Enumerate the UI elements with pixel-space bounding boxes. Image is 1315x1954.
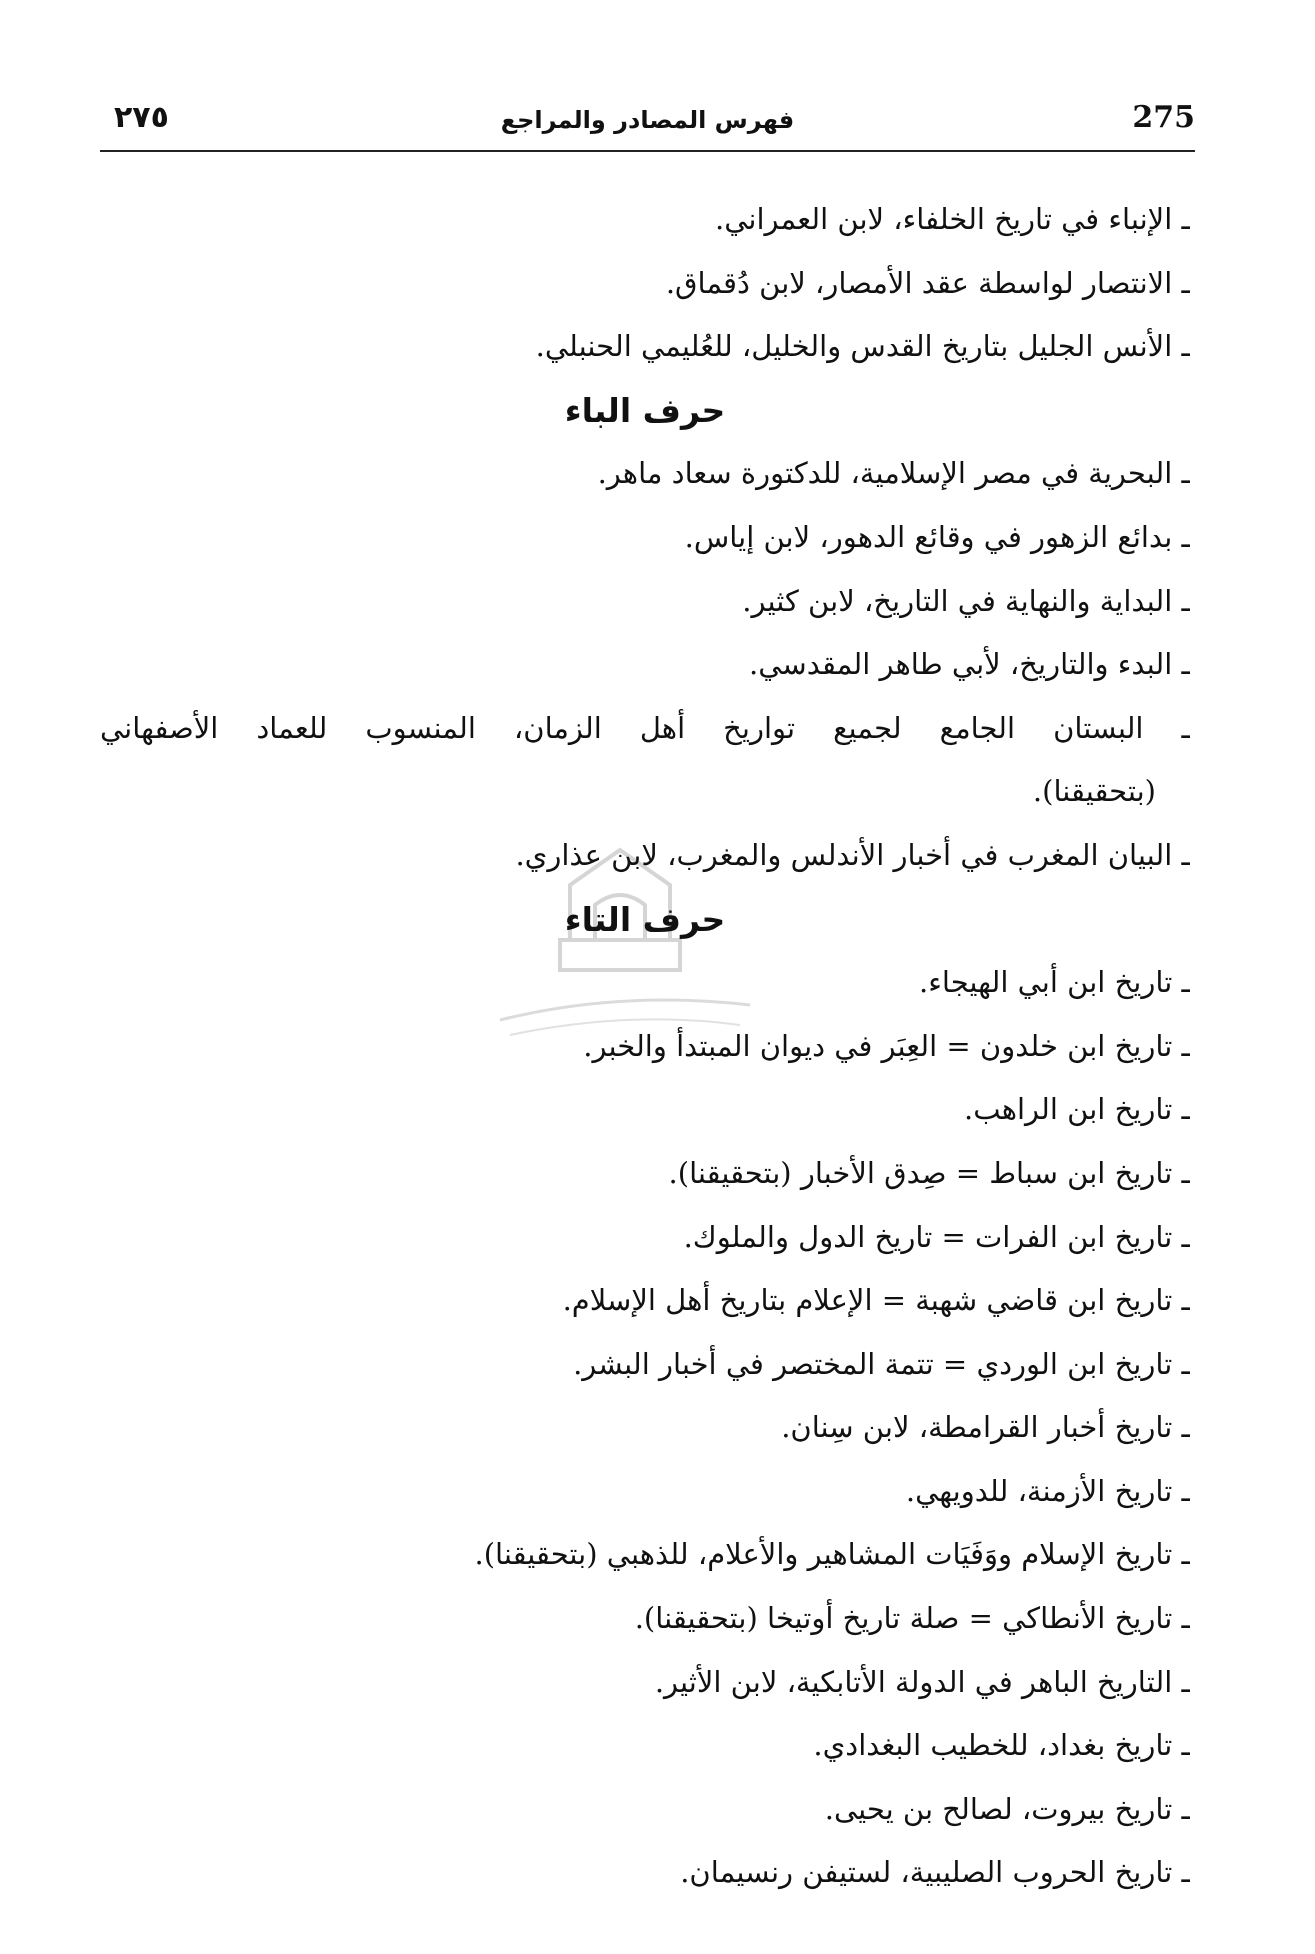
bibliography-entry: ـ الأنس الجليل بتاريخ القدس والخليل، للعُليمي الحنبلي.	[535, 329, 1190, 364]
section-heading: حرف التاء	[564, 899, 726, 939]
running-title: فهرس المصادر والمراجع	[500, 106, 795, 134]
bibliography-entry: ـ تاريخ ابن خلدون = العِبَر في ديوان المبتدأ والخبر.	[583, 1028, 1190, 1063]
bibliography-entry: ـ تاريخ ابن سباط = صِدق الأخبار (بتحقيقنا).	[668, 1155, 1190, 1190]
bibliography-entry: ـ بدائع الزهور في وقائع الدهور، لابن إياس.	[684, 519, 1190, 554]
bibliography-entry: ـ الإنباء في تاريخ الخلفاء، لابن العمراني.	[714, 202, 1190, 236]
header-rule	[100, 150, 1195, 152]
bibliography-entry: ـ تاريخ ابن الفرات = تاريخ الدول والملوك.	[683, 1219, 1190, 1254]
bibliography-entry: ـ تاريخ الإسلام ووَفَيَات المشاهير والأعلام، للذهبي (بتحقيقنا).	[474, 1537, 1190, 1572]
bibliography-list	[100, 188, 1190, 1905]
bibliography-entry: ـ البيان المغرب في أخبار الأندلس والمغرب، لابن عذاري.	[515, 837, 1190, 872]
bibliography-entry: ـ البداية والنهاية في التاريخ، لابن كثير.	[742, 583, 1190, 618]
bibliography-entry: ـ البحرية في مصر الإسلامية، للدكتورة سعاد ماهر.	[597, 456, 1190, 491]
page-number-arabic: ٢٧٥	[114, 100, 169, 135]
bibliography-entry: ـ تاريخ بيروت، لصالح بن يحيى.	[824, 1791, 1190, 1826]
page-number-latin: 275	[1132, 100, 1195, 135]
section-heading: حرف الباء	[564, 390, 726, 430]
bibliography-entry: ـ تاريخ ابن قاضي شهبة = الإعلام بتاريخ أهل الإسلام.	[562, 1283, 1190, 1318]
bibliography-entry: ـ تاريخ الحروب الصليبية، لستيفن رنسيمان.	[680, 1855, 1190, 1890]
bibliography-entry: ـ تاريخ الأنطاكي = صلة تاريخ أوتيخا (بتحقيقنا).	[634, 1601, 1190, 1636]
bibliography-entry-continuation: (بتحقيقنا).	[1032, 774, 1156, 809]
page-header	[100, 100, 1195, 144]
bibliography-entry: ـ تاريخ ابن الراهب.	[964, 1092, 1190, 1127]
bibliography-entry: ـ تاريخ ابن أبي الهيجاء.	[919, 965, 1190, 1000]
bibliography-entry: ـ تاريخ بغداد، للخطيب البغدادي.	[813, 1728, 1190, 1763]
bibliography-entry: ـ الانتصار لواسطة عقد الأمصار، لابن دُقماق.	[665, 265, 1190, 300]
bibliography-entry: ـ التاريخ الباهر في الدولة الأتابكية، لابن الأثير.	[654, 1664, 1190, 1699]
bibliography-entry: ـ البستان الجامع لجميع تواريخ أهل الزمان، المنسوب للعماد الأصفهاني	[100, 710, 1190, 745]
bibliography-entry: ـ تاريخ ابن الوردي = تتمة المختصر في أخبار البشر.	[573, 1346, 1190, 1381]
bibliography-entry: ـ تاريخ الأزمنة، للدويهي.	[905, 1473, 1190, 1508]
bibliography-entry: ـ تاريخ أخبار القرامطة، لابن سِنان.	[781, 1410, 1190, 1445]
bibliography-entry: ـ البدء والتاريخ، لأبي طاهر المقدسي.	[749, 647, 1190, 682]
